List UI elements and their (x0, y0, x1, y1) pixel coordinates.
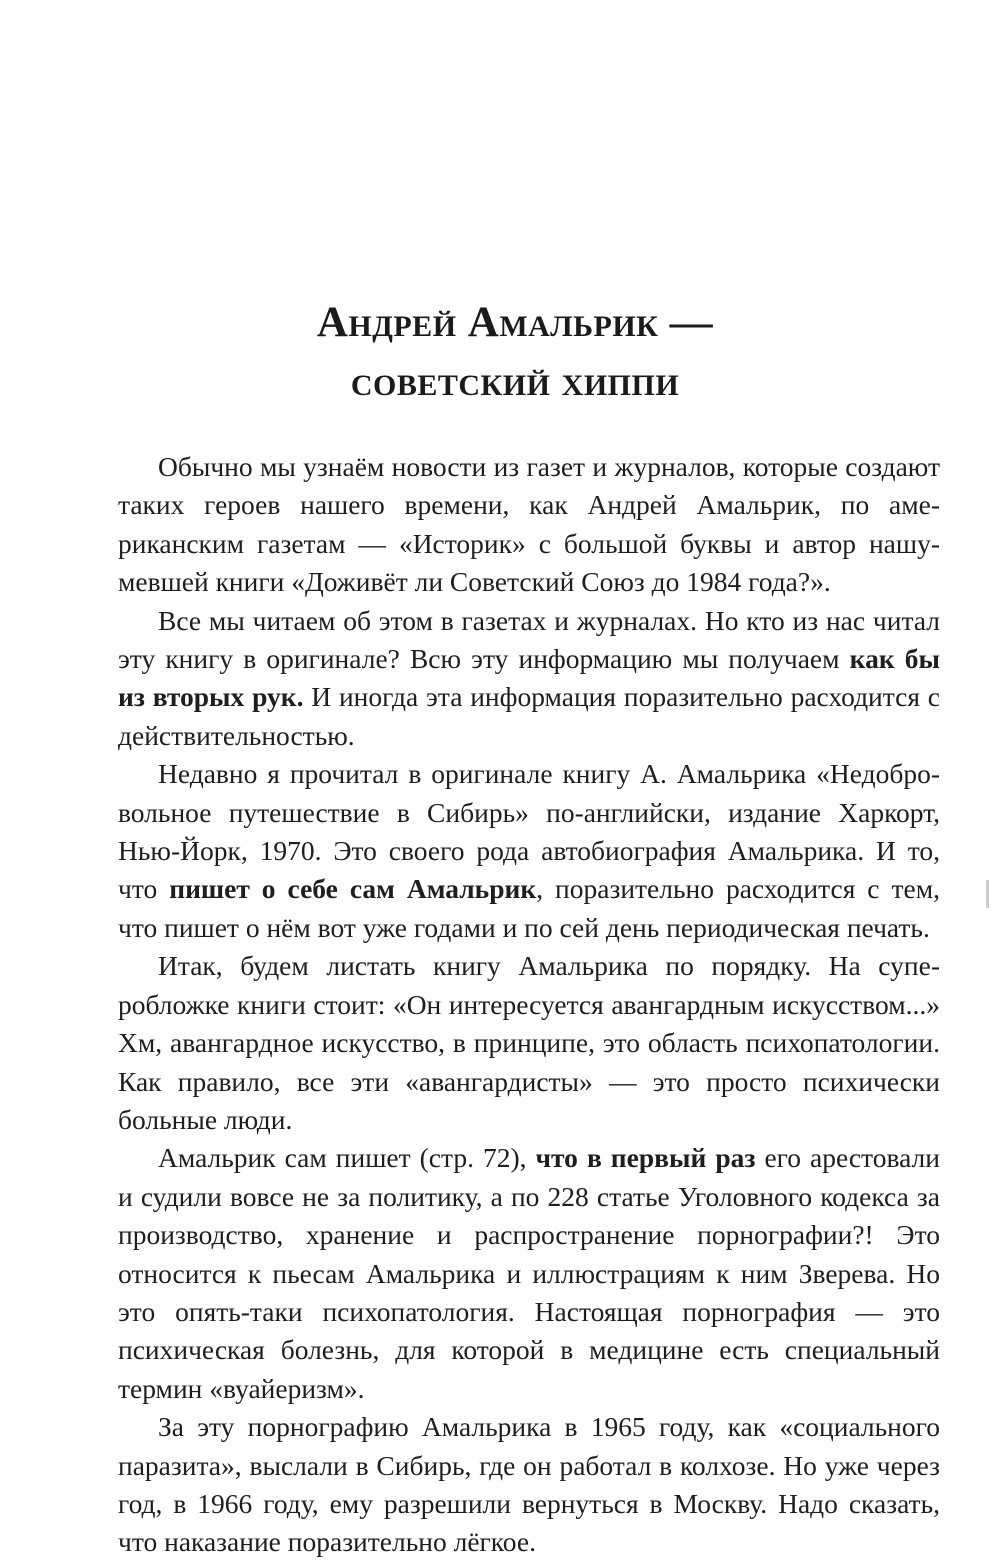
paragraph-text: его арестовали и судили вовсе не за политику, а по 228 статье Уголовного кодекса за производство, хранение и распространение порнографии?! Это относится к пьесам Амальрика и иллюстрациям к ним Зверева. Но это опять-таки психопатология. Настоящая порнография — это психическая болезнь, для которой в медицине есть специальный термин «вуайеризм». (118, 1142, 940, 1404)
paragraph-1 (118, 448, 940, 602)
chapter-title (100, 293, 930, 411)
scan-edge-mark (986, 880, 989, 908)
paragraph-text: Обычно мы узнаём новости из газет и журналов, которые создают таких героев нашего времени, как Андрей Амальрик, по американским газетам — «Историк» с большой буквы и автор нашумевшей книги «Доживёт ли Советский Союз до 1984 года?». (118, 451, 940, 598)
paragraph-text: И иногда эта информация поразительно расходится с действительностью. (118, 681, 940, 751)
body-text (118, 448, 940, 1562)
paragraph-text: Итак, будем листать книгу Амальрика по порядку. На суперобложке книги стоит: «Он интересуется авангардным искусством...» Хм, авангардное искусство, в принципе, это область психопатологии. Как правило, все эти «авангардисты» — это просто психически больные люди. (118, 950, 940, 1135)
chapter-title-line-1: Андрей Амальрик — (316, 299, 714, 346)
chapter-title-line-2: советский хиппи (350, 358, 680, 405)
emphasis-bold: что в первый раз (535, 1142, 756, 1174)
paragraph-6 (118, 1408, 940, 1562)
paragraph-3 (118, 755, 940, 947)
paragraph-text: Недавно я прочитал в оригинале книгу А. Амальрика «Недобровольное путешествие в Сибирь» по-английски, издание Харкорт, Нью-Йорк, 1970. Это своего рода автобиография Амальрика. И то, что (118, 758, 940, 905)
paragraph-2 (118, 602, 940, 756)
emphasis-bold: пишет о себе сам Амальрик (169, 873, 537, 905)
paragraph-4 (118, 947, 940, 1139)
paragraph-5 (118, 1139, 940, 1408)
paragraph-text: Амальрик сам пишет (стр. 72), (158, 1142, 536, 1174)
paragraph-text: Все мы читаем об этом в газетах и журналах. Но кто из нас читал эту книгу в оригинале? Всю эту информацию мы получаем (118, 604, 940, 675)
paragraph-text: За эту порнографию Амальрика в 1965 году, как «социального паразита», выслали в Сибирь, где он работал в колхозе. Но уже через год, в 1966 году, ему разрешили вернуться в Москву. Надо сказать, что наказание поразительно лёгкое. (118, 1411, 940, 1558)
emphasis-bold: как бы из вторых рук. (118, 643, 940, 713)
paragraph-text: , поразительно расходится с тем, что пишет о нём вот уже годами и по сей день периодическая печать. (118, 873, 940, 943)
